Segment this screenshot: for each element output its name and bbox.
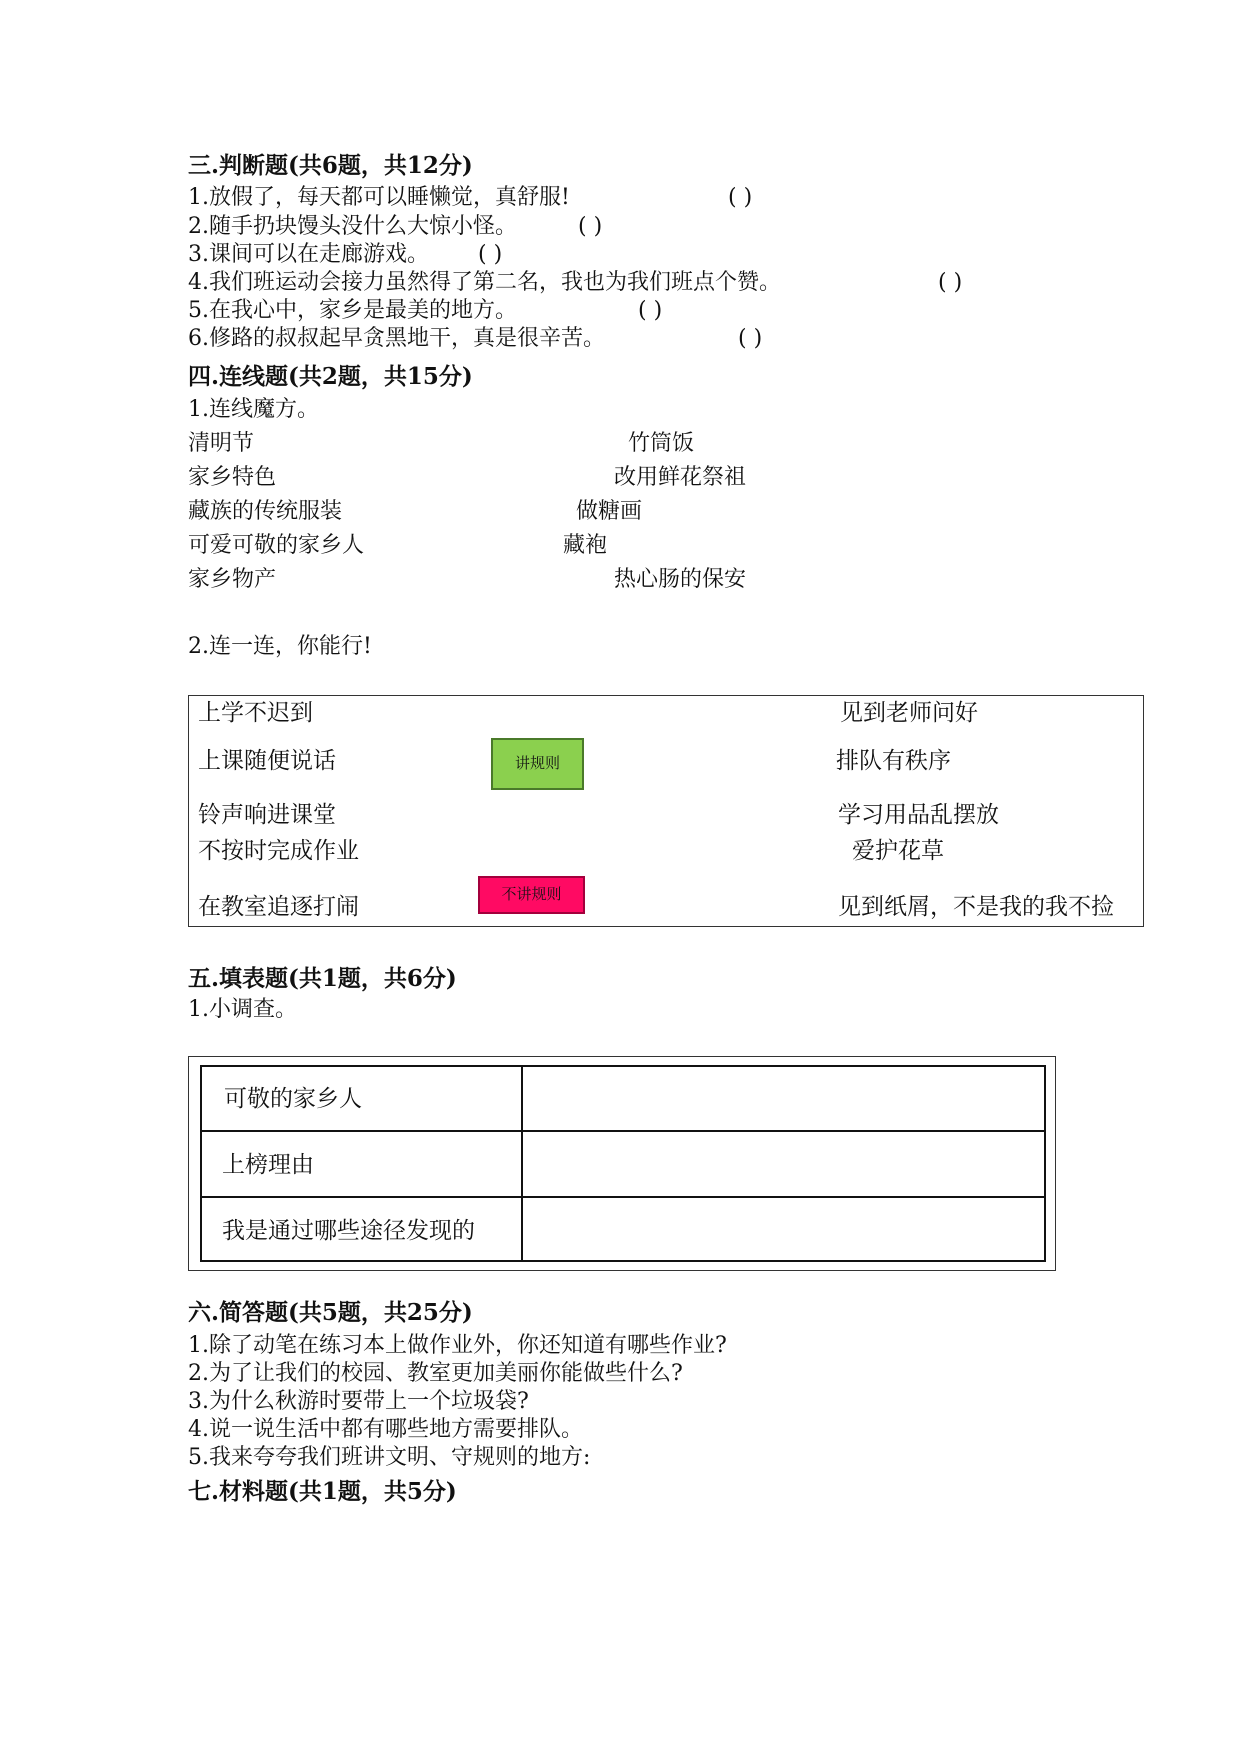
match-q1-label: 1.连线魔方。 [188,397,319,422]
rule-right-2[interactable]: 排队有秩序 [836,748,951,774]
judge-answer-4[interactable]: ( ) [938,270,963,295]
survey-row-3-label: 我是通过哪些途径发现的 [222,1218,475,1244]
judge-item-5: 5.在我心中，家乡是最美的地方。 [188,298,517,323]
judge-item-2: 2.随手扔块馒头没什么大惊小怪。 [188,214,517,239]
judge-answer-5[interactable]: ( ) [638,298,663,323]
match-right-2[interactable]: 改用鲜花祭祖 [614,465,747,490]
short-answer-1: 1.除了动笔在练习本上做作业外，你还知道有哪些作业? [188,1333,727,1358]
judge-answer-6[interactable]: ( ) [738,326,763,351]
judge-item-4: 4.我们班运动会接力虽然得了第二名，我也为我们班点个赞。 [188,270,781,295]
match-left-4[interactable]: 可爱可敬的家乡人 [188,533,365,558]
judge-item-3: 3.课间可以在走廊游戏。 [188,242,429,267]
short-answer-5: 5.我来夸夸我们班讲文明、守规则的地方: [188,1445,591,1470]
survey-row-divider [200,1130,1046,1132]
survey-row-1-label: 可敬的家乡人 [224,1086,362,1112]
survey-answer-2[interactable] [525,1134,1043,1194]
tag-break-rules[interactable]: 不讲规则 [478,876,585,914]
rule-left-3[interactable]: 铃声响进课堂 [198,802,336,828]
match-left-2[interactable]: 家乡特色 [188,465,277,490]
rule-left-2[interactable]: 上课随便说话 [198,748,336,774]
rule-right-1[interactable]: 见到老师问好 [840,700,978,726]
rule-right-5[interactable]: 见到纸屑，不是我的我不捡 [838,894,1114,920]
section-5-title: 五.填表题(共1题，共6分) [188,965,457,992]
rule-left-1[interactable]: 上学不迟到 [198,700,313,726]
section-6-title: 六.简答题(共5题，共25分) [188,1299,473,1326]
survey-col-divider [521,1065,523,1262]
rule-left-4[interactable]: 不按时完成作业 [198,838,359,864]
match-right-1[interactable]: 竹筒饭 [628,431,695,456]
survey-row-divider [200,1196,1046,1198]
short-answer-3: 3.为什么秋游时要带上一个垃圾袋? [188,1389,529,1414]
rule-right-4[interactable]: 爱护花草 [852,838,944,864]
rule-right-3[interactable]: 学习用品乱摆放 [838,802,999,828]
section-7-title: 七.材料题(共1题，共5分) [188,1478,457,1505]
match-left-5[interactable]: 家乡物产 [188,567,277,592]
judge-answer-2[interactable]: ( ) [578,214,603,239]
match-q2-label: 2.连一连，你能行! [188,634,372,659]
survey-label: 1.小调查。 [188,997,297,1022]
section-4-title: 四.连线题(共2题，共15分) [188,363,473,390]
judge-answer-1[interactable]: ( ) [728,185,753,210]
judge-answer-3[interactable]: ( ) [478,242,503,267]
match-right-5[interactable]: 热心肠的保安 [614,567,747,592]
judge-item-1: 1.放假了，每天都可以睡懒觉，真舒服! [188,185,570,210]
section-3-title: 三.判断题(共6题，共12分) [188,152,473,179]
short-answer-4: 4.说一说生活中都有哪些地方需要排队。 [188,1417,583,1442]
tag-follow-rules[interactable]: 讲规则 [491,738,584,790]
match-left-1[interactable]: 清明节 [188,431,255,456]
match-left-3[interactable]: 藏族的传统服装 [188,499,343,524]
match-right-3[interactable]: 做糖画 [576,499,643,524]
survey-answer-1[interactable] [525,1069,1043,1128]
judge-item-6: 6.修路的叔叔起早贪黑地干，真是很辛苦。 [188,326,605,351]
short-answer-2: 2.为了让我们的校园、教室更加美丽你能做些什么? [188,1361,683,1386]
survey-answer-3[interactable] [525,1200,1043,1259]
survey-row-2-label: 上榜理由 [222,1152,314,1178]
match-right-4[interactable]: 藏袍 [563,533,608,558]
rule-left-5[interactable]: 在教室追逐打闹 [198,894,359,920]
